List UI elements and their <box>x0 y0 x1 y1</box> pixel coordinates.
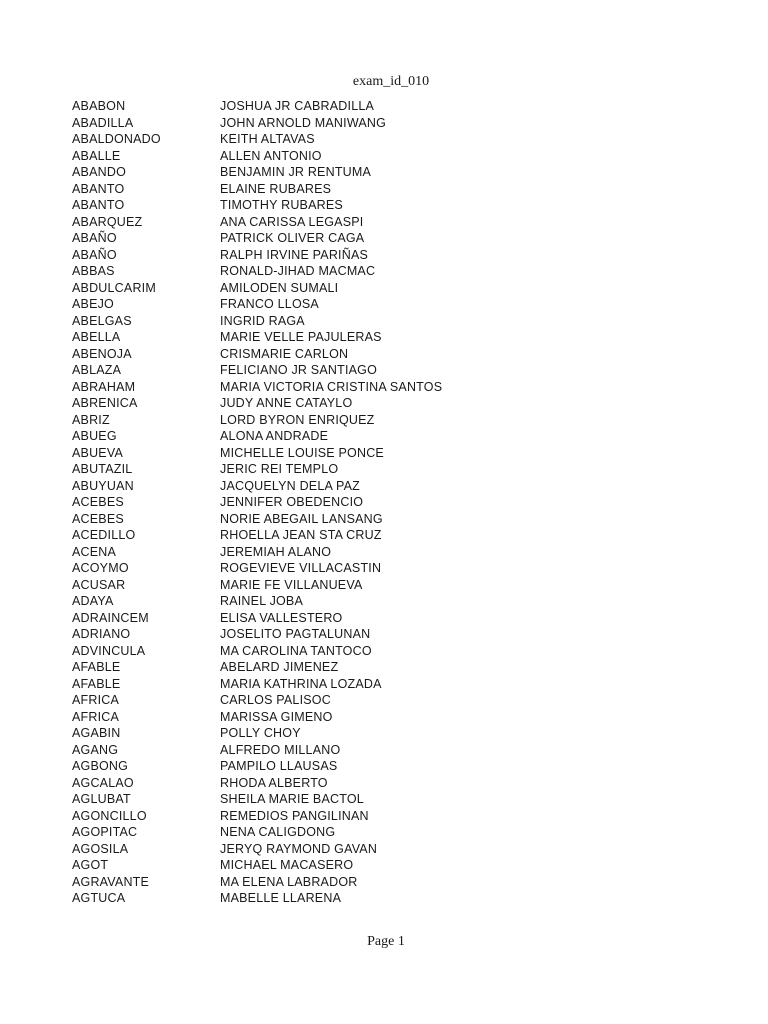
last-name: AFABLE <box>72 676 121 691</box>
list-item <box>72 346 712 363</box>
list-item <box>72 742 712 759</box>
list-item <box>72 478 712 495</box>
last-name: ABANDO <box>72 165 126 179</box>
last-name: ADVINCULA <box>72 643 146 658</box>
first-name: ALFREDO MILLANO <box>220 742 341 757</box>
last-name: ADRAINCEM <box>72 610 149 625</box>
list-item <box>72 131 712 148</box>
first-name: MICHELLE LOUISE PONCE <box>220 445 384 460</box>
list-item <box>72 263 712 280</box>
list-item <box>72 841 712 858</box>
list-item <box>72 610 712 627</box>
list-item <box>72 395 712 412</box>
first-name: RHOELLA JEAN STA CRUZ <box>220 528 382 542</box>
last-name: AGABIN <box>72 726 121 740</box>
first-name: REMEDIOS PANGILINAN <box>220 808 369 823</box>
list-item <box>72 593 712 610</box>
last-name: ABUEVA <box>72 445 123 460</box>
last-name: AGOT <box>72 858 109 872</box>
last-name: ABAÑO <box>72 247 117 262</box>
list-item <box>72 362 712 379</box>
first-name: POLLY CHOY <box>220 726 301 740</box>
list-item <box>72 560 712 577</box>
last-name: ABANTO <box>72 181 125 196</box>
list-item <box>72 808 712 825</box>
list-item <box>72 775 712 792</box>
list-item <box>72 247 712 264</box>
last-name: ABLAZA <box>72 363 122 377</box>
last-name: AFRICA <box>72 693 120 707</box>
last-name: ACEDILLO <box>72 528 136 542</box>
list-item <box>72 676 712 693</box>
list-item <box>72 857 712 874</box>
last-name: ABUTAZIL <box>72 462 133 476</box>
last-name: ABUYUAN <box>72 478 134 493</box>
list-item <box>72 181 712 198</box>
list-item <box>72 379 712 396</box>
list-item <box>72 890 712 907</box>
list-item <box>72 725 712 742</box>
last-name: AFRICA <box>72 709 120 724</box>
list-item <box>72 577 712 594</box>
last-name: ABABON <box>72 99 126 113</box>
first-name: NORIE ABEGAIL LANSANG <box>220 511 383 526</box>
last-name: ADAYA <box>72 594 114 608</box>
first-name: ABELARD JIMENEZ <box>220 660 339 674</box>
last-name: ABADILLA <box>72 115 134 130</box>
list-item <box>72 626 712 643</box>
list-item <box>72 692 712 709</box>
list-item <box>72 544 712 561</box>
list-item <box>72 643 712 660</box>
last-name: AGLUBAT <box>72 792 131 806</box>
first-name: PATRICK OLIVER CAGA <box>220 231 365 245</box>
page-number: Page 1 <box>367 934 405 949</box>
first-name: RONALD-JIHAD MACMAC <box>220 264 376 278</box>
list-item <box>72 445 712 462</box>
first-name: JUDY ANNE CATAYLO <box>220 396 353 410</box>
name-list <box>72 98 712 907</box>
list-item <box>72 527 712 544</box>
first-name: CARLOS PALISOC <box>220 693 331 707</box>
first-name: KEITH ALTAVAS <box>220 132 315 146</box>
first-name: FELICIANO JR SANTIAGO <box>220 363 378 377</box>
first-name: RAINEL JOBA <box>220 594 304 608</box>
first-name: ROGEVIEVE VILLACASTIN <box>220 561 382 575</box>
first-name: JENNIFER OBEDENCIO <box>220 495 364 509</box>
list-item <box>72 428 712 445</box>
last-name: ABARQUEZ <box>72 214 143 229</box>
list-item <box>72 329 712 346</box>
list-item <box>72 461 712 478</box>
last-name: ABDULCARIM <box>72 280 156 295</box>
first-name: MARISSA GIMENO <box>220 709 333 724</box>
last-name: AGBONG <box>72 759 129 773</box>
first-name: LORD BYRON ENRIQUEZ <box>220 412 375 427</box>
first-name: JERIC REI TEMPLO <box>220 462 339 476</box>
last-name: ABUEG <box>72 429 117 443</box>
first-name: MARIA VICTORIA CRISTINA SANTOS <box>220 379 443 394</box>
last-name: ABELLA <box>72 330 121 344</box>
last-name: ABEJO <box>72 297 114 311</box>
first-name: MABELLE LLARENA <box>220 891 342 905</box>
first-name: ALLEN ANTONIO <box>220 148 322 163</box>
first-name: JOHN ARNOLD MANIWANG <box>220 115 387 130</box>
first-name: JERYQ RAYMOND GAVAN <box>220 841 378 856</box>
list-item <box>72 296 712 313</box>
last-name: ABALLE <box>72 148 121 163</box>
list-item <box>72 197 712 214</box>
last-name: AGONCILLO <box>72 808 147 823</box>
list-item <box>72 494 712 511</box>
last-name: AGRAVANTE <box>72 874 150 889</box>
first-name: MARIE FE VILLANUEVA <box>220 577 363 592</box>
last-name: ABAÑO <box>72 231 117 245</box>
last-name: AGTUCA <box>72 891 126 905</box>
first-name: MICHAEL MACASERO <box>220 858 354 872</box>
first-name: INGRID RAGA <box>220 313 305 328</box>
list-item <box>72 659 712 676</box>
first-name: AMILODEN SUMALI <box>220 280 339 295</box>
first-name: JACQUELYN DELA PAZ <box>220 478 360 493</box>
first-name: ELISA VALLESTERO <box>220 610 343 625</box>
last-name: ABBAS <box>72 264 115 278</box>
last-name: ACEBES <box>72 511 124 526</box>
first-name: MA CAROLINA TANTOCO <box>220 643 372 658</box>
first-name: MARIE VELLE PAJULERAS <box>220 330 382 344</box>
list-item <box>72 313 712 330</box>
first-name: MARIA KATHRINA LOZADA <box>220 676 382 691</box>
last-name: ABRAHAM <box>72 379 136 394</box>
list-item <box>72 511 712 528</box>
last-name: ACUSAR <box>72 577 126 592</box>
first-name: ANA CARISSA LEGASPI <box>220 214 364 229</box>
list-item <box>72 709 712 726</box>
last-name: ABELGAS <box>72 313 132 328</box>
list-item <box>72 98 712 115</box>
page-title: exam_id_010 <box>352 74 430 89</box>
list-item <box>72 115 712 132</box>
first-name: NENA CALIGDONG <box>220 825 336 839</box>
first-name: JOSHUA JR CABRADILLA <box>220 99 375 113</box>
first-name: BENJAMIN JR RENTUMA <box>220 165 372 179</box>
list-item <box>72 230 712 247</box>
first-name: ELAINE RUBARES <box>220 181 332 196</box>
first-name: PAMPILO LLAUSAS <box>220 759 338 773</box>
last-name: ABALDONADO <box>72 132 161 146</box>
list-item <box>72 824 712 841</box>
list-item <box>72 791 712 808</box>
first-name: SHEILA MARIE BACTOL <box>220 792 364 806</box>
first-name: CRISMARIE CARLON <box>220 346 349 361</box>
list-item <box>72 280 712 297</box>
last-name: ACEBES <box>72 495 124 509</box>
last-name: AGCALAO <box>72 775 134 790</box>
first-name: TIMOTHY RUBARES <box>220 198 343 212</box>
last-name: AGANG <box>72 742 119 757</box>
list-item <box>72 412 712 429</box>
list-item <box>72 148 712 165</box>
last-name: ADRIANO <box>72 627 131 641</box>
list-item <box>72 164 712 181</box>
first-name: ALONA ANDRADE <box>220 429 329 443</box>
first-name: JOSELITO PAGTALUNAN <box>220 627 371 641</box>
first-name: RALPH IRVINE PARIÑAS <box>220 247 369 262</box>
list-item <box>72 214 712 231</box>
last-name: ACENA <box>72 544 117 559</box>
first-name: FRANCO LLOSA <box>220 297 319 311</box>
last-name: ABENOJA <box>72 346 132 361</box>
last-name: AGOSILA <box>72 841 129 856</box>
last-name: ACOYMO <box>72 561 129 575</box>
last-name: ABRENICA <box>72 396 138 410</box>
last-name: AGOPITAC <box>72 825 138 839</box>
last-name: ABRIZ <box>72 412 110 427</box>
last-name: AFABLE <box>72 660 121 674</box>
first-name: MA ELENA LABRADOR <box>220 874 358 889</box>
first-name: JEREMIAH ALANO <box>220 544 332 559</box>
last-name: ABANTO <box>72 198 125 212</box>
list-item <box>72 874 712 891</box>
first-name: RHODA ALBERTO <box>220 775 328 790</box>
list-item <box>72 758 712 775</box>
